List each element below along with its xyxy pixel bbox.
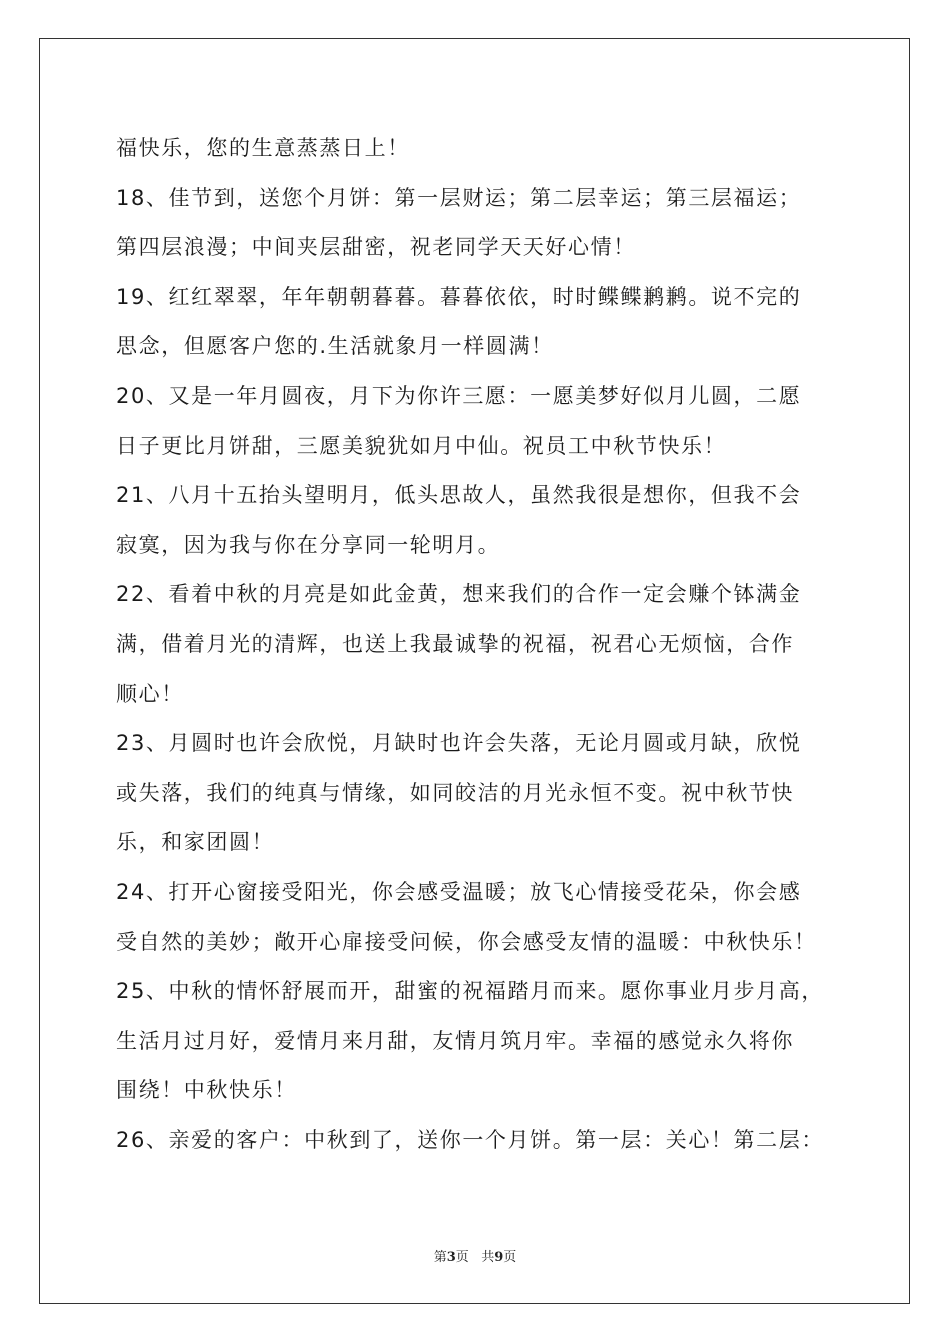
total-suffix: 页 bbox=[503, 1250, 517, 1265]
text-line: 乐，和家团圆！ bbox=[116, 830, 275, 855]
text-line: 22、看着中秋的月亮是如此金黄，想来我们的合作一定会赚个钵满金 bbox=[116, 582, 802, 607]
total-prefix: 共 bbox=[481, 1250, 495, 1265]
text-line: 26、亲爱的客户：中秋到了，送你一个月饼。第一层：关心！第二层： bbox=[116, 1127, 824, 1152]
text-line: 或失落，我们的纯真与情缘，如同皎洁的月光永恒不变。祝中秋节快 bbox=[116, 780, 794, 805]
text-line: 受自然的美妙；敞开心扉接受问候，你会感受友情的温暖：中秋快乐！ bbox=[116, 929, 817, 954]
total-pages: 9 bbox=[494, 1250, 504, 1265]
text-line: 生活月过月好，爱情月来月甜，友情月筑月牢。幸福的感觉永久将你 bbox=[116, 1028, 794, 1053]
text-line: 顺心！ bbox=[116, 681, 184, 706]
text-line: 第四层浪漫；中间夹层甜密，祝老同学天天好心情！ bbox=[116, 235, 636, 260]
text-line: 20、又是一年月圆夜，月下为你许三愿：一愿美梦好似月儿圆，二愿 bbox=[116, 383, 802, 408]
page-footer bbox=[0, 1246, 950, 1265]
page-suffix: 页 bbox=[455, 1250, 469, 1265]
text-line: 25、中秋的情怀舒展而开，甜蜜的祝福踏月而来。愿你事业月步月高， bbox=[116, 979, 824, 1004]
text-line: 福快乐，您的生意蒸蒸日上！ bbox=[116, 136, 410, 160]
text-line: 满，借着月光的清辉，也送上我最诚挚的祝福，祝君心无烦恼，合作 bbox=[116, 631, 794, 656]
page-prefix: 第 bbox=[433, 1250, 447, 1265]
text-line: 日子更比月饼甜，三愿美貌犹如月中仙。祝员工中秋节快乐！ bbox=[116, 433, 727, 458]
text-line: 23、月圆时也许会欣悦，月缺时也许会失落，无论月圆或月缺，欣悦 bbox=[116, 731, 802, 756]
text-line: 18、佳节到，送您个月饼：第一层财运；第二层幸运；第三层福运； bbox=[116, 185, 802, 210]
text-line: 24、打开心窗接受阳光，你会感受温暖；放飞心情接受花朵，你会感 bbox=[116, 879, 802, 904]
page-number: 3 bbox=[446, 1250, 456, 1265]
text-line: 寂寞，因为我与你在分享同一轮明月。 bbox=[116, 532, 501, 557]
text-line: 围绕！中秋快乐！ bbox=[116, 1078, 297, 1103]
document-body bbox=[116, 124, 838, 1165]
text-line: 19、红红翠翠，年年朝朝暮暮。暮暮依依，时时鲽鲽鹣鹣。说不完的 bbox=[116, 284, 802, 309]
text-line: 思念，但愿客户您的.生活就象月一样圆满！ bbox=[116, 334, 554, 359]
text-line: 21、八月十五抬头望明月，低头思故人，虽然我很是想你，但我不会 bbox=[116, 483, 802, 508]
